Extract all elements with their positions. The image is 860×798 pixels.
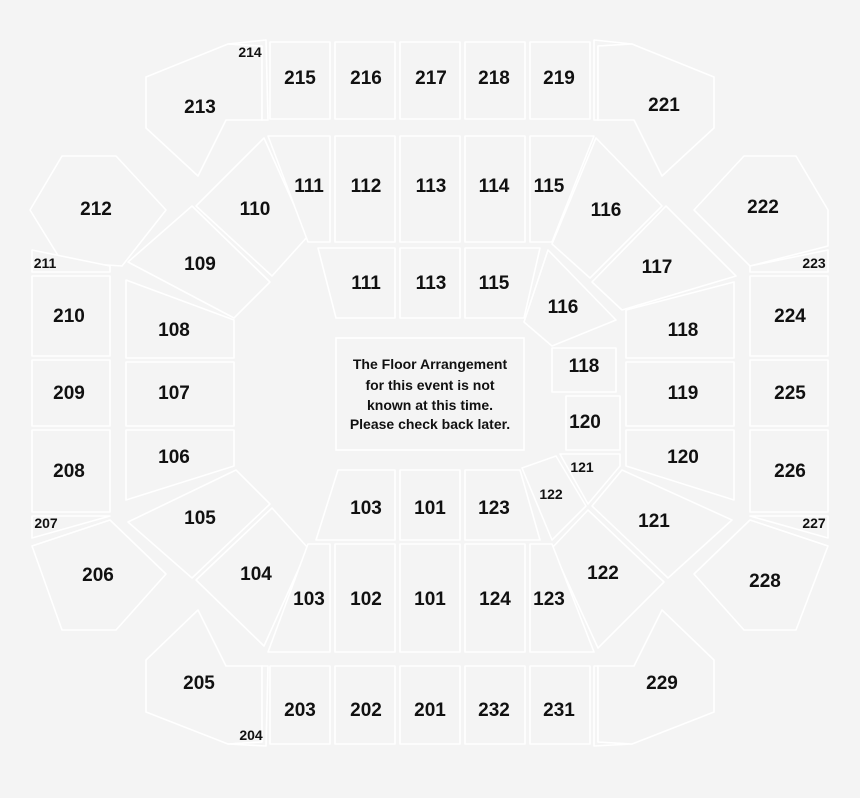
section-101[interactable] <box>400 544 460 652</box>
section-label: 205 <box>183 673 215 694</box>
notice-line: The Floor Arrangement <box>352 356 508 372</box>
section-label: 121 <box>638 511 670 532</box>
section-202[interactable] <box>335 666 395 744</box>
section-label: 225 <box>774 383 806 404</box>
section-label: 105 <box>184 508 216 529</box>
section-112[interactable] <box>335 136 395 242</box>
section-225[interactable] <box>750 360 828 426</box>
section-label: 231 <box>543 700 575 721</box>
section-label: 213 <box>184 97 216 118</box>
section-label: 203 <box>284 700 316 721</box>
section-label: 123 <box>478 498 510 519</box>
floor-section-120[interactable] <box>566 396 620 450</box>
section-label: 101 <box>414 498 446 519</box>
section-label: 114 <box>478 176 510 197</box>
notice-line: known at this time. <box>366 397 494 413</box>
section-label: 226 <box>774 461 806 482</box>
section-label: 109 <box>184 254 216 275</box>
section-label: 108 <box>158 320 190 341</box>
floor-notice <box>336 338 524 450</box>
floor-section-118[interactable] <box>552 348 616 392</box>
section-label: 119 <box>667 383 699 404</box>
section-label: 228 <box>749 571 781 592</box>
section-label: 122 <box>539 486 563 502</box>
section-label: 218 <box>478 68 510 89</box>
section-216[interactable] <box>335 42 395 119</box>
section-label: 232 <box>478 700 510 721</box>
section-label: 116 <box>590 200 622 221</box>
section-label: 106 <box>158 447 190 468</box>
section-232[interactable] <box>465 666 525 744</box>
section-label: 118 <box>568 356 600 377</box>
floor-section-113[interactable] <box>400 248 460 318</box>
section-203[interactable] <box>270 666 330 744</box>
section-label: 118 <box>667 320 699 341</box>
section-label: 204 <box>239 727 263 743</box>
section-113-upper[interactable] <box>400 136 460 242</box>
section-label: 208 <box>53 461 85 482</box>
section-231[interactable] <box>530 666 590 744</box>
notice-line: Please check back later. <box>349 416 511 432</box>
section-label: 217 <box>415 68 447 89</box>
section-label: 110 <box>239 199 271 220</box>
section-label: 215 <box>284 68 316 89</box>
section-215[interactable] <box>270 42 330 119</box>
section-119[interactable] <box>626 362 734 426</box>
section-label: 121 <box>570 459 594 475</box>
section-217[interactable] <box>400 42 460 119</box>
section-label: 216 <box>350 68 382 89</box>
section-label: 211 <box>33 255 57 271</box>
section-label: 201 <box>414 700 446 721</box>
section-label: 122 <box>587 563 619 584</box>
section-label: 111 <box>351 273 381 294</box>
section-label: 222 <box>747 197 779 218</box>
section-208[interactable] <box>32 430 110 512</box>
section-102[interactable] <box>335 544 395 652</box>
section-label: 113 <box>415 273 447 294</box>
section-219[interactable] <box>530 42 590 119</box>
section-label: 115 <box>478 273 510 294</box>
section-label: 120 <box>569 412 601 433</box>
section-label: 112 <box>350 176 382 197</box>
section-label: 212 <box>80 199 112 220</box>
section-209[interactable] <box>32 360 110 426</box>
section-label: 224 <box>774 306 806 327</box>
section-201[interactable] <box>400 666 460 744</box>
section-210[interactable] <box>32 276 110 356</box>
section-label: 103 <box>293 589 325 610</box>
section-label: 123 <box>533 589 565 610</box>
section-label: 101 <box>414 589 446 610</box>
section-label: 221 <box>648 95 680 116</box>
section-label: 120 <box>667 447 699 468</box>
section-label: 214 <box>238 44 262 60</box>
section-label: 115 <box>533 176 565 197</box>
section-114[interactable] <box>465 136 525 242</box>
section-label: 207 <box>34 515 58 531</box>
section-224[interactable] <box>750 276 828 356</box>
section-label: 102 <box>350 589 382 610</box>
section-124[interactable] <box>465 544 525 652</box>
section-label: 209 <box>53 383 85 404</box>
section-label: 117 <box>641 257 673 278</box>
section-label: 113 <box>415 176 447 197</box>
section-107[interactable] <box>126 362 234 426</box>
section-label: 202 <box>350 700 382 721</box>
section-label: 206 <box>82 565 114 586</box>
section-label: 227 <box>802 515 826 531</box>
section-label: 116 <box>547 297 579 318</box>
floor-section-101[interactable] <box>400 470 460 540</box>
section-label: 210 <box>53 306 85 327</box>
section-label: 124 <box>479 589 511 610</box>
section-label: 219 <box>543 68 575 89</box>
section-label: 111 <box>294 176 324 197</box>
section-label: 107 <box>158 383 190 404</box>
section-label: 104 <box>240 564 272 585</box>
notice-line: for this event is not <box>365 377 495 393</box>
section-label: 223 <box>802 255 826 271</box>
section-218[interactable] <box>465 42 525 119</box>
section-label: 229 <box>646 673 678 694</box>
section-label: 103 <box>350 498 382 519</box>
section-226[interactable] <box>750 430 828 512</box>
